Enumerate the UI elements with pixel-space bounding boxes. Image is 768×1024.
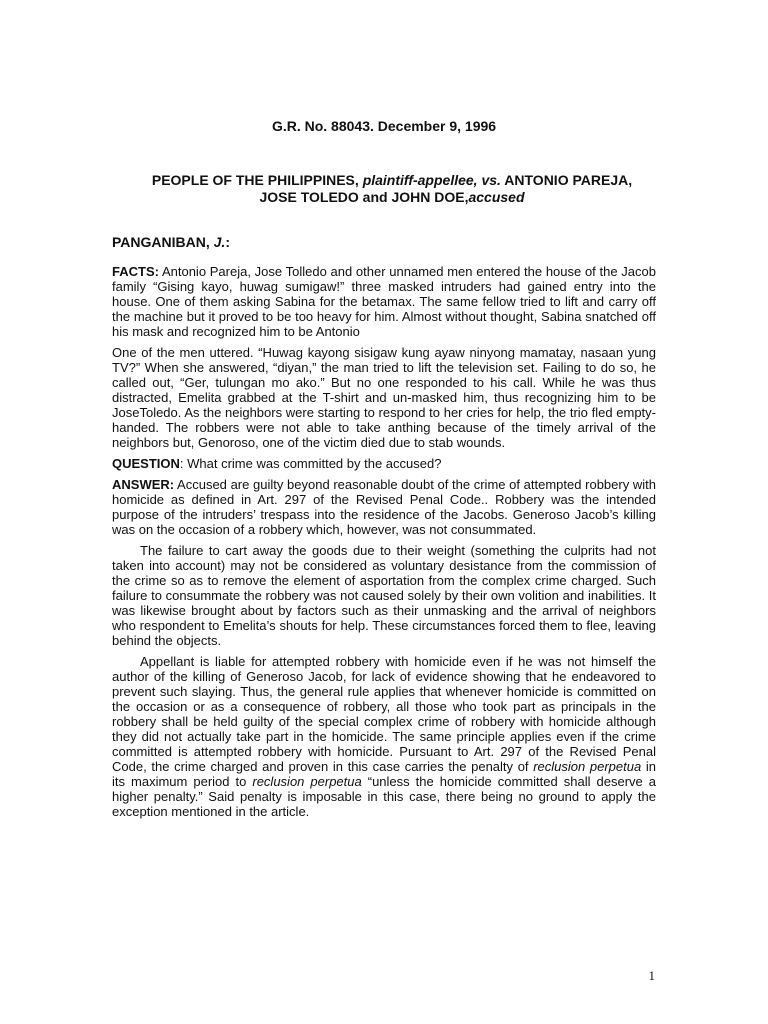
ponente-colon: :: [225, 234, 230, 250]
answer-paragraph: [112, 477, 656, 537]
ponente-name: PANGANIBAN,: [112, 234, 214, 250]
question-text: : What crime was committed by the accused?: [179, 456, 442, 471]
ponente: [112, 234, 230, 250]
case-number: G.R. No. 88043. December 9, 1996: [271, 118, 497, 134]
party-plaintiff: PEOPLE OF THE PHILIPPINES,: [151, 172, 363, 188]
answer-text: Accused are guilty beyond reasonable doubt of the crime of attempted robbery with homicide as defined in Art. 297 of the Revised Penal Code.. Robbery was the intended purpose of the intruders’ trespass into the residence of the Jacobs. Generoso Jacob’s killing was on the occasion of a robbery which, however, was not consummated.: [112, 477, 656, 537]
question-paragraph: [112, 456, 656, 471]
accused-role: accused: [468, 188, 525, 205]
reclusion-perpetua-2: reclusion perpetua: [252, 774, 362, 789]
facts-label: FACTS:: [112, 264, 159, 279]
question-label: QUESTION: [112, 456, 180, 471]
party-accused-line2: JOSE TOLEDO and JOHN DOE,: [259, 188, 469, 205]
narrative-paragraph: One of the men uttered. “Huwag kayong sisigaw kung ayaw ninyong mamatay, nasaan yung TV?” When she answered, “diyan,” the man tried to lift the television set. Failing to do so, he called out, “Ger, tulungan mo ako.” But no one responded to his call. While he was thus distracted, Emelita grabbed at the T-shirt and un-masked him, thus recognizing him to be JoseToledo. As the neighbors were starting to respond to her cries for help, the trio fled empty-handed. The robbers were not able to take anthing because of the timely arrival of the neighbors but, Genoroso, one of the victim died due to stab wounds.: [112, 345, 656, 450]
liability-paragraph: [112, 654, 656, 819]
page-number: 1: [648, 968, 655, 983]
reasoning-paragraph: The failure to cart away the goods due to their weight (something the culprits had not taken into account) may not be considered as voluntary desistance from the commission of the crime so as to remove the element of asportation from the complex crime charged. Such failure to consummate the robbery was not caused solely by their own volition and inabilities. It was likewise brought about by factors such as their unmasking and the arrival of neighbors who respondent to Emelita’s shouts for help. These circumstances forced them to flee, leaving behind the objects.: [112, 543, 656, 648]
reclusion-perpetua-1: reclusion perpetua: [533, 759, 642, 774]
party-accused-line1: ANTONIO PAREJA,: [500, 172, 633, 188]
facts-text: Antonio Pareja, Jose Tolledo and other unnamed men entered the house of the Jacob family “Gising kayo, huwag sumigaw!” three masked intruders had gained entry into the house. One of them asking Sabina for the betamax. The same fellow tried to lift and carry off the machine but it proved to be too heavy for him. Almost without thought, Sabina snatched off his mask and recognized him to be Antonio: [112, 264, 656, 339]
ponente-suffix: J.: [213, 234, 226, 250]
liability-text-3: “unless the homicide committed shall deserve a higher penalty.” Said penalty is imposable in this case, there being no ground to apply the exception mentioned in the article.: [112, 774, 656, 819]
answer-label: ANSWER:: [112, 477, 175, 492]
case-parties: [112, 172, 672, 205]
liability-text-2: in its maximum period to: [112, 759, 656, 789]
liability-text-1: Appellant is liable for attempted robbery with homicide even if he was not himself the author of the killing of Generoso Jacob, for lack of evidence showing that he endeavored to prevent such slaying. Thus, the general rule applies that whenever homicide is committed on the occasion or as a consequence of robbery, all those who took part as principals in the robbery shall be held guilty of the special complex crime of robbery with homicide although they did not actually take part in the homicide. The same principle applies even if the crime committed is attempted robbery with homicide. Pursuant to Art. 297 of the Revised Penal Code, the crime charged and proven in this case carries the penalty of: [112, 654, 656, 774]
facts-paragraph: [112, 264, 656, 339]
plaintiff-role: plaintiff-appellee, vs.: [362, 172, 501, 188]
document-body: [112, 264, 656, 825]
